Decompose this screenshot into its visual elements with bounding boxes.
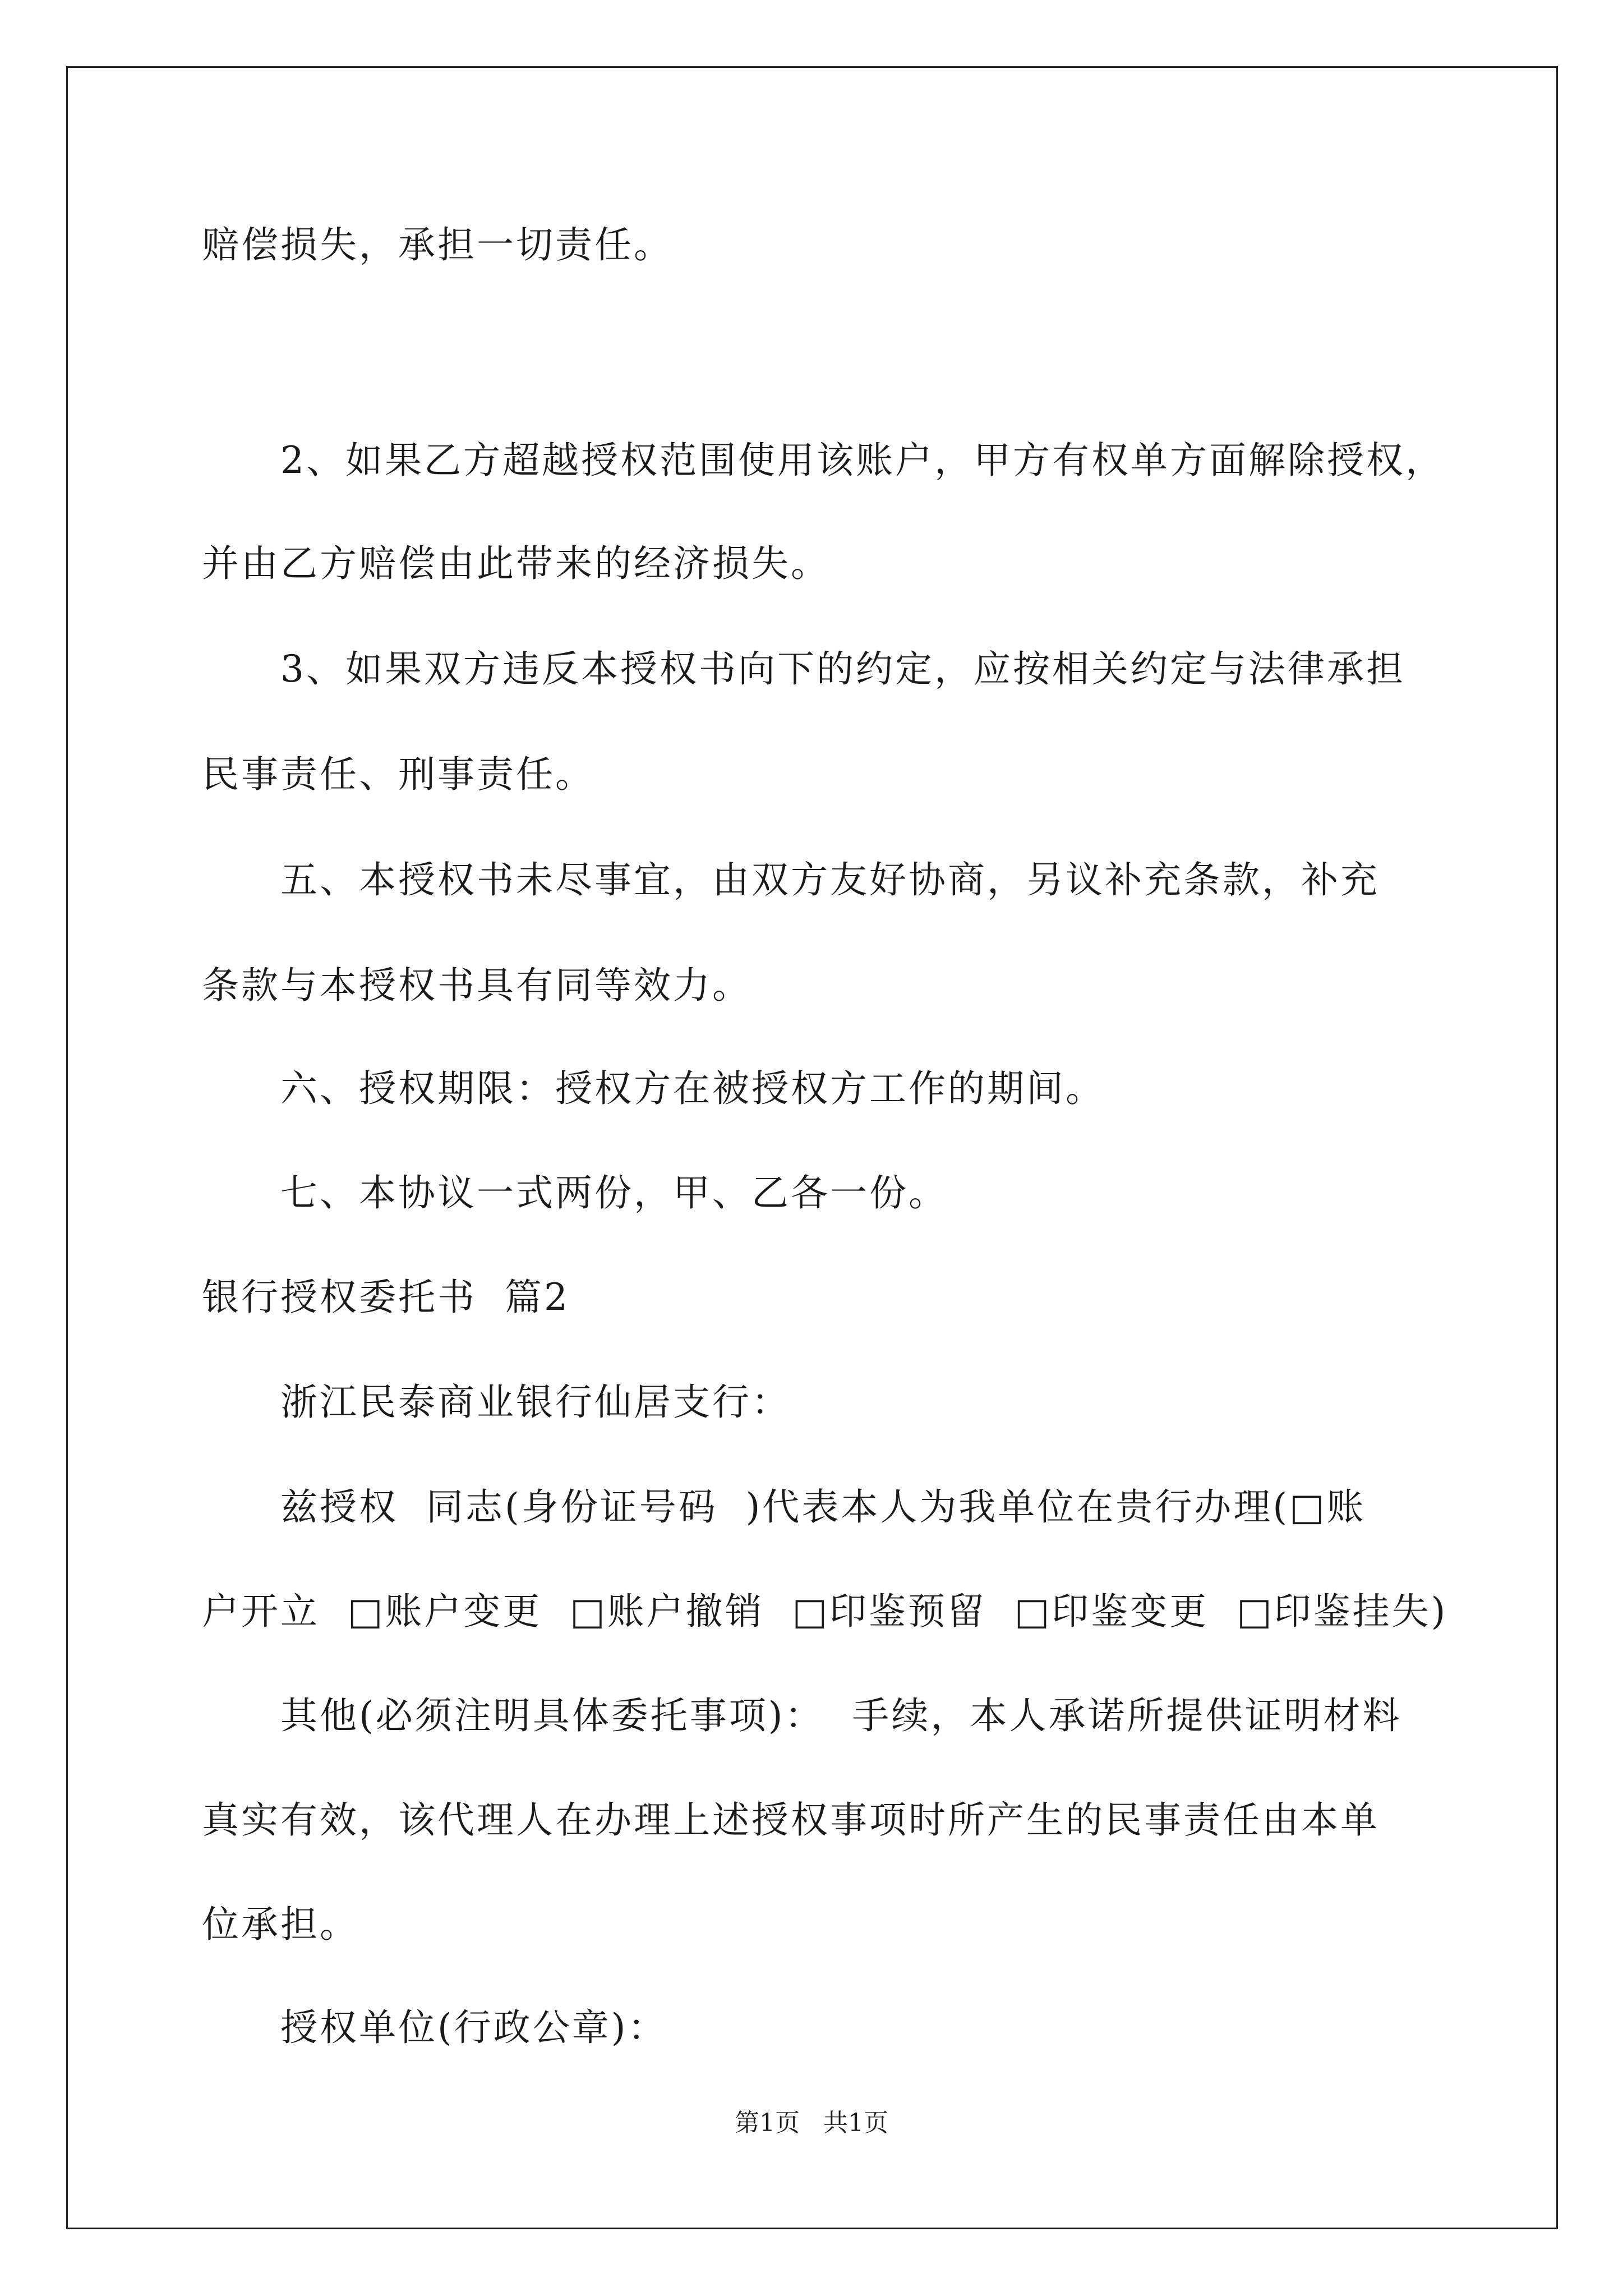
paragraph-line: 五、本授权书未尽事宜，由双方友好协商，另议补充条款，补充 xyxy=(280,858,1380,901)
paragraph-line: 位承担。 xyxy=(202,1903,359,1946)
paragraph-line: 兹授权 同志(身份证号码 )代表本人为我单位在贵行办理(□账 xyxy=(280,1485,1366,1529)
paragraph-line: 七、本协议一式两份，甲、乙各一份。 xyxy=(280,1171,948,1214)
paragraph-line: 条款与本授权书具有同等效力。 xyxy=(202,964,751,1007)
paragraph-line: 户开立 □账户变更 □账户撤销 □印鉴预留 □印鉴变更 □印鉴挂失) xyxy=(202,1590,1448,1633)
paragraph-line: 授权单位(行政公章)： xyxy=(280,2006,667,2049)
paragraph-line: 其他(必须注明具体委托事项)： 手续，本人承诺所提供证明材料 xyxy=(280,1694,1402,1737)
paragraph-line: 赔偿损失，承担一切责任。 xyxy=(202,223,673,266)
paragraph-line: 民事责任、刑事责任。 xyxy=(202,753,594,796)
section-heading: 银行授权委托书 篇2 xyxy=(202,1276,570,1319)
paragraph-line: 真实有效，该代理人在办理上述授权事项时所产生的民事责任由本单 xyxy=(202,1798,1380,1842)
paragraph-line: 3、如果双方违反本授权书向下的约定，应按相关约定与法律承担 xyxy=(280,647,1405,691)
paragraph-line: 2、如果乙方超越授权范围使用该账户，甲方有权单方面解除授权， xyxy=(280,439,1445,482)
paragraph-line: 六、授权期限：授权方在被授权方工作的期间。 xyxy=(280,1067,1105,1110)
paragraph-line: 并由乙方赔偿由此带来的经济损失。 xyxy=(202,542,830,585)
page-number-footer: 第1页 共1页 xyxy=(735,2109,888,2137)
paragraph-line: 浙江民泰商业银行仙居支行： xyxy=(280,1381,791,1424)
